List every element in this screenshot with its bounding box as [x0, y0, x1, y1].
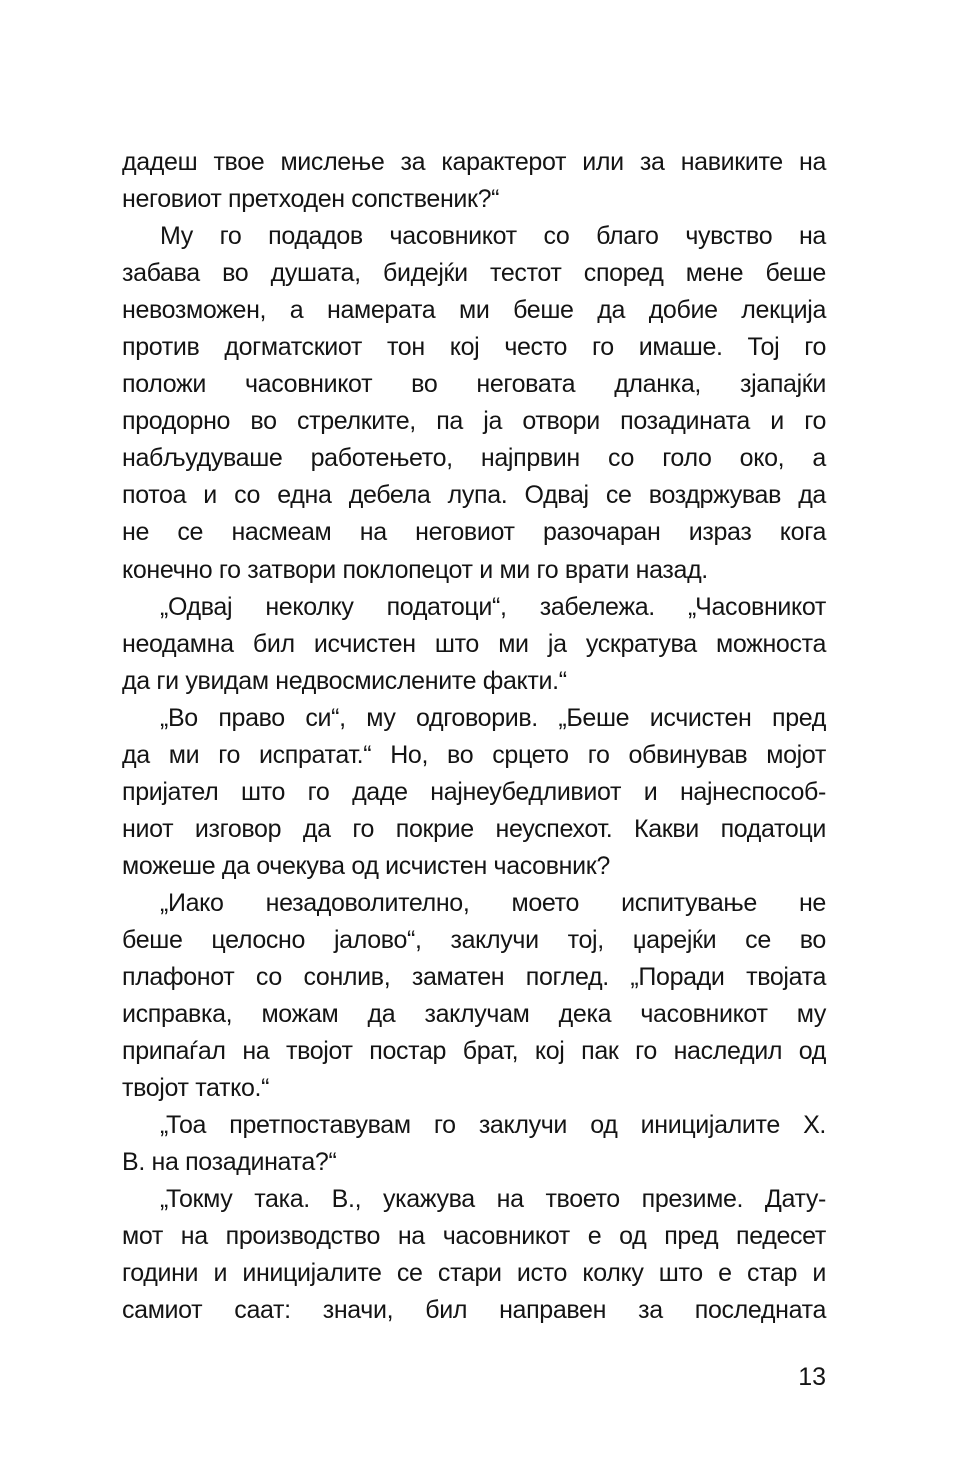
paragraph	[122, 589, 826, 700]
text-line: забава во душата, бидејќи тестот според мене беше	[122, 259, 826, 288]
text-line: мот на производство на часовникот е од пред педесет	[122, 1222, 826, 1251]
text-line: припаѓал на твојот постар брат, кој пак го наследил од	[122, 1037, 826, 1066]
paragraph	[122, 1107, 826, 1181]
text-line: неговиот претходен сопственик?“	[122, 185, 500, 214]
text-line: беше целосно јалово“, заклучи тој, џарејќи се во	[122, 925, 826, 954]
text-line: „Токму така. В., укажува на твоето презиме. Дату-	[160, 1185, 826, 1214]
text-line: можеше да очекува од исчистен часовник?	[122, 851, 610, 880]
text-line: потоа и со една дебела лупа. Одвај се воздржував да	[122, 481, 826, 510]
text-line: „Иако незадоволително, моето испитување не	[160, 888, 826, 917]
text-line: да ги увидам недвосмислените факти.“	[122, 666, 567, 695]
text-line: плафонот со сонлив, заматен поглед. „Поради твојата	[122, 963, 826, 992]
text-line: самиот саат: значи, бил направен за последната	[122, 1296, 826, 1325]
text-line: В. на позадината?“	[122, 1148, 337, 1177]
text-line: невозможен, а намерата ми беше да добие лекција	[122, 296, 826, 325]
paragraph	[122, 218, 826, 588]
text-line: години и иницијалите се стари исто колку што е стар и	[122, 1259, 826, 1288]
text-line: неодамна бил исчистен што ми ја ускратува можноста	[122, 629, 826, 658]
text-line: „Одвај неколку податоци“, забележа. „Часовникот	[160, 592, 826, 621]
page-number: 13	[798, 1363, 826, 1391]
text-line: пријател што го даде најнеубедливиот и најнеспособ-	[122, 777, 826, 806]
text-line: „Во право си“, му одговорив. „Беше исчистен пред	[160, 703, 826, 732]
text-line: исправка, можам да заклучам дека часовникот му	[122, 1000, 826, 1029]
text-line: против догматскиот тон кој често го имаше. Тој го	[122, 333, 826, 362]
paragraph	[122, 700, 826, 885]
text-line: не се насмеам на неговиот разочаран израз кога	[122, 518, 826, 547]
text-line: Му го подадов часовникот со благо чувство на	[160, 222, 826, 251]
text-line: положи часовникот во неговата дланка, зјапајќи	[122, 370, 826, 399]
text-line: дадеш твое мислење за карактерот или за навиките на	[122, 148, 826, 176]
text-line: „Тоа претпоставувам го заклучи од иницијалите Х.	[160, 1111, 826, 1140]
body-text	[122, 144, 826, 1330]
text-line: да ми го испратат.“ Но, во срцето го обвинував мојот	[122, 740, 826, 769]
text-line: конечно го затвори поклопецот и ми го врати назад.	[122, 555, 708, 584]
text-line: набљудуваше работењето, најпрвин со голо око, а	[122, 444, 826, 473]
paragraph	[122, 1181, 826, 1329]
text-line: твојот татко.“	[122, 1074, 270, 1103]
text-line: продорно во стрелките, па ја отвори позадината и го	[122, 407, 826, 436]
text-line: ниот изговор да го покрие неуспехот. Какви податоци	[122, 814, 826, 843]
paragraph	[122, 885, 826, 1107]
paragraph-continuation	[122, 144, 826, 218]
